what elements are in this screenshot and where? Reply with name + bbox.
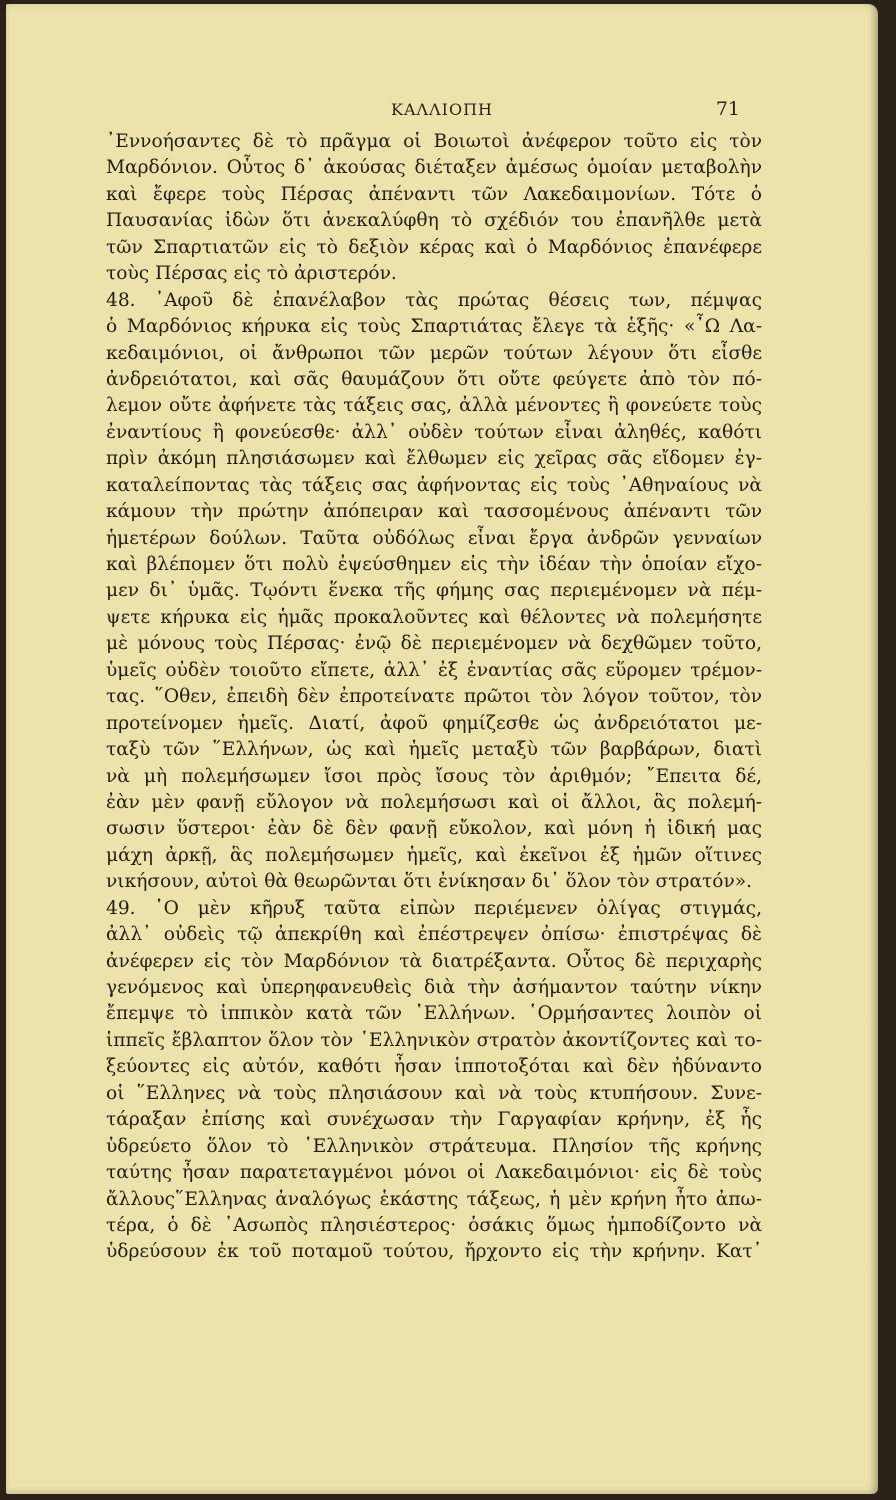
text-line: ὑδρεύετο ὅλον τὸ ῾Ελληνικὸν στράτευμα. Πλησίον τῆς κρήνης	[106, 1135, 762, 1157]
text-line: μεν δι᾽ ὑμᾶς. Τῳόντι ἕνεκα τῆς φήμης σας περιεμένομεν νὰ πέμ-	[106, 580, 762, 602]
text-line: ὑμεῖς οὐδὲν τοιοῦτο εἴπετε, ἀλλ᾽ ἐξ ἐναντίας σᾶς εὕρομεν τρέμον-	[106, 659, 762, 681]
text-line: ἀνέφερεν εἰς τὸν Μαρδόνιον τὰ διατρέξαντα. Οὗτος δὲ περιχαρὴς	[106, 950, 762, 972]
text-line: ξεύοντες εἰς αὐτόν, καθότι ἦσαν ἱπποτοξόται καὶ δὲν ἠδύναντο	[106, 1056, 762, 1078]
text-line: λεμον οὔτε ἀφήνετε τὰς τάξεις σας, ἀλλὰ μένοντες ἢ φονεύετε τοὺς	[106, 395, 762, 417]
text-line: νὰ μὴ πολεμήσωμεν ἴσοι πρὸς ἴσους τὸν ἀριθμόν; ῎Επειτα δέ,	[106, 765, 762, 787]
page-number: 71	[715, 98, 740, 120]
book-page	[6, 4, 878, 1494]
text-line: ἐὰν μὲν φανῇ εὔλογον νὰ πολεμήσωσι καὶ οἱ ἄλλοι, ἃς πολεμή-	[106, 791, 762, 813]
text-line: ἡμετέρων δούλων. Ταῦτα οὐδόλως εἶναι ἔργα ἀνδρῶν γενναίων	[106, 527, 762, 549]
text-line: σωσιν ὕστεροι· ἐὰν δὲ δὲν φανῇ εὔκολον, καὶ μόνη ἡ ἰδική μας	[106, 818, 762, 840]
text-line: οἱ ῞Ελληνες νὰ τοὺς πλησιάσουν καὶ νὰ τοὺς κτυπήσουν. Συνε-	[106, 1082, 762, 1104]
running-head: ΚΑΛΛΙΟΠΗ	[391, 100, 493, 119]
text-line: ταύτης ἦσαν παρατεταγμένοι μόνοι οἱ Λακεδαιμόνιοι· εἰς δὲ τοὺς	[106, 1162, 762, 1184]
text-line: ὁ Μαρδόνιος κήρυκα εἰς τοὺς Σπαρτιάτας ἔλεγε τὰ ἑξῆς· «῏Ω Λα-	[106, 316, 762, 338]
text-line: καὶ βλέπομεν ὅτι πολὺ ἐψεύσθημεν εἰς τὴν ἰδέαν τὴν ὁποίαν εἴχο-	[106, 554, 762, 575]
text-line: νικήσουν, αὐτοὶ θὰ θεωρῶνται ὅτι ἐνίκησαν δι᾽ ὅλον τὸν στρατόν».	[106, 871, 753, 893]
text-line: τάραξαν ἐπίσης καὶ συνέχωσαν τὴν Γαργαφίαν κρήνην, ἐξ ἧς	[106, 1109, 762, 1131]
text-line: κάμουν τὴν πρώτην ἀπόπειραν καὶ τασσομένους ἀπέναντι τῶν	[106, 501, 762, 523]
text-line: ἀλλ᾽ οὐδεὶς τῷ ἀπεκρίθη καὶ ἐπέστρεψεν ὀπίσω· ἐπιστρέψας δὲ	[106, 924, 762, 946]
text-line: Παυσανίας ἰδὼν ὅτι ἀνεκαλύφθη τὸ σχέδιόν του ἐπανῆλθε μετὰ	[106, 210, 762, 232]
section-49-start: 49. ῾Ο μὲν κῆρυξ ταῦτα εἰπὼν περιέμενεν ὀλίγας στιγμάς,	[106, 897, 762, 919]
text-line: ἔπεμψε τὸ ἱππικὸν κατὰ τῶν ῾Ελλήνων. ῾Ορμήσαντες λοιπὸν οἱ	[106, 1003, 762, 1025]
text-line: ἱππεῖς ἔβλαπτον ὅλον τὸν ῾Ελληνικὸν στρατὸν ἀκοντίζοντες καὶ το-	[106, 1029, 762, 1051]
text-line: μὲ μόνους τοὺς Πέρσας· ἐνῷ δὲ περιεμένομεν νὰ δεχθῶμεν τοῦτο,	[106, 633, 762, 655]
text-line: ἀνδρειότατοι, καὶ σᾶς θαυμάζουν ὅτι οὔτε φεύγετε ἀπὸ τὸν πό-	[106, 368, 762, 390]
text-line: καταλείποντας τὰς τάξεις σας ἀφήνοντας εἰς τοὺς ᾽Αθηναίους νὰ	[106, 474, 762, 496]
text-line: τῶν Σπαρτιατῶν εἰς τὸ δεξιὸν κέρας καὶ ὁ Μαρδόνιος ἐπανέφερε	[106, 236, 762, 258]
text-line: ἐναντίους ἢ φονεύεσθε· ἀλλ᾽ οὐδὲν τούτων εἶναι ἀληθές, καθότι	[106, 421, 762, 443]
text-line: καὶ ἔφερε τοὺς Πέρσας ἀπέναντι τῶν Λακεδαιμονίων. Τότε ὁ	[106, 183, 762, 205]
text-line: προτείνομεν ἡμεῖς. Διατί, ἀφοῦ φημίζεσθε ὡς ἀνδρειότατοι με-	[106, 712, 762, 734]
text-line: μάχη ἀρκῇ, ἃς πολεμήσωμεν ἡμεῖς, καὶ ἐκεῖνοι ἐξ ἡμῶν οἵτινες	[106, 844, 762, 866]
text-line: τέρα, ὁ δὲ ᾽Ασωπὸς πλησιέστερος· ὁσάκις ὅμως ἠμποδίζοντο νὰ	[106, 1214, 762, 1236]
text-line: ἄλλους῞Ελληνας ἀναλόγως ἑκάστης τάξεως, ἡ μὲν κρήνη ἦτο ἀπω-	[106, 1188, 762, 1210]
text-line: κεδαιμόνιοι, οἱ ἄνθρωποι τῶν μερῶν τούτων λέγουν ὅτι εἶσθε	[106, 342, 762, 364]
page-edge-shadow	[870, 4, 878, 1494]
section-48-start: 48. ᾽Αφοῦ δὲ ἐπανέλαβον τὰς πρώτας θέσεις των, πέμψας	[106, 289, 762, 311]
text-line: ταξὺ τῶν ῞Ελλήνων, ὡς καὶ ἡμεῖς μεταξὺ τῶν βαρβάρων, διατὶ	[106, 739, 762, 761]
text-line: γενόμενος καὶ ὑπερηφανευθεὶς διὰ τὴν ἀσήμαντον ταύτην νίκην	[106, 977, 762, 998]
text-line: ὑδρεύσουν ἐκ τοῦ ποταμοῦ τούτου, ἤρχοντο εἰς τὴν κρήνην. Κατ᾽	[106, 1241, 762, 1263]
body-text	[106, 129, 762, 1266]
text-line: τας. ῞Οθεν, ἐπειδὴ δὲν ἐπροτείνατε πρῶτοι τὸν λόγον τοῦτον, τὸν	[106, 686, 762, 708]
text-line: Μαρδόνιον. Οὗτος δ᾽ ἀκούσας διέταξεν ἀμέσως ὁμοίαν μεταβολὴν	[106, 157, 762, 179]
text-line: ψετε κήρυκα εἰς ἡμᾶς προκαλοῦντες καὶ θέλοντες νὰ πολεμήσητε	[106, 606, 762, 628]
text-line: πρὶν ἀκόμη πλησιάσωμεν καὶ ἔλθωμεν εἰς χεῖρας σᾶς εἴδομεν ἐγ-	[106, 448, 762, 470]
text-line: τοὺς Πέρσας εἰς τὸ ἀριστερόν.	[106, 263, 397, 285]
text-line: ᾽Εννοήσαντες δὲ τὸ πρᾶγμα οἱ Βοιωτοὶ ἀνέφερον τοῦτο εἰς τὸν	[106, 131, 762, 152]
